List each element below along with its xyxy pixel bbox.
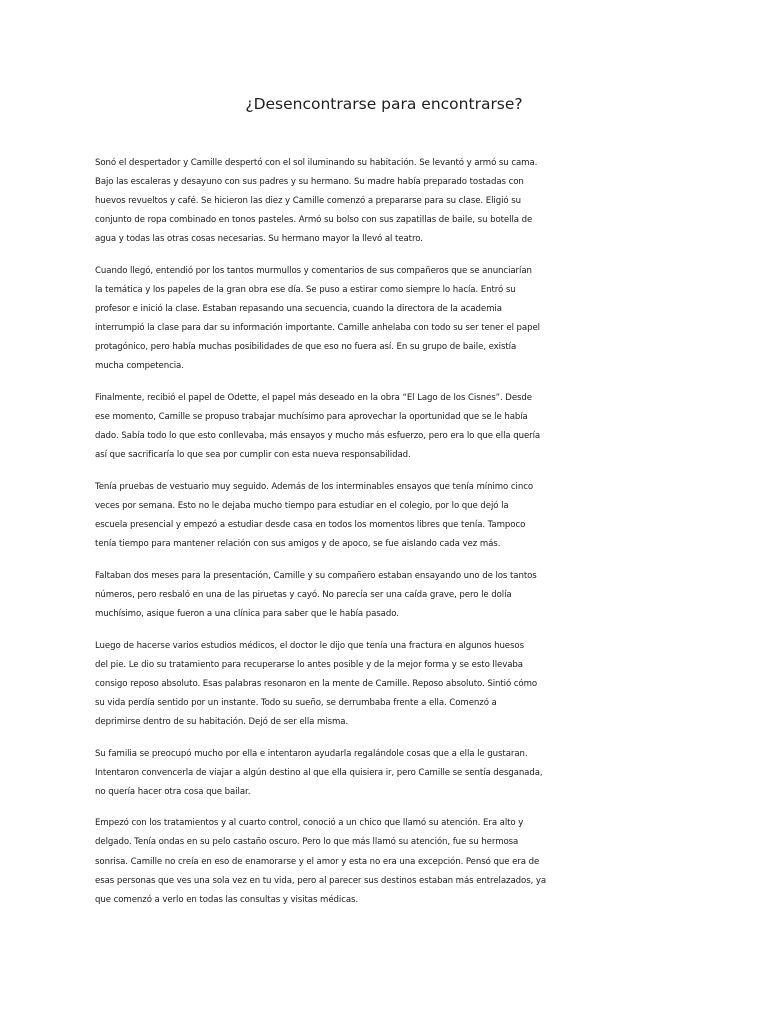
paragraph-line: números, pero resbaló en una de las piruetas y cayó. No parecía ser una caída grave, pero le dolía xyxy=(95,589,512,600)
paragraph-line: Su familia se preocupó mucho por ella e intentaron ayudarla regalándole cosas que a ella le gustaran. xyxy=(95,748,528,759)
paragraph-line: así que sacrificaría lo que sea por cumplir con esta nueva responsabilidad. xyxy=(95,450,411,461)
paragraph-line: conjunto de ropa combinado en tonos pasteles. Armó su bolso con sus zapatillas de baile, su botella de xyxy=(95,215,533,226)
paragraph-line: Empezó con los tratamientos y al cuarto control, conoció a un chico que llamó su atención. Era alto y xyxy=(95,818,524,829)
paragraph-line: Faltaban dos meses para la presentación, Camille y su compañero estaban ensayando uno de los tantos xyxy=(95,570,537,581)
paragraph-8 xyxy=(89,814,689,909)
paragraph-line: consigo reposo absoluto. Esas palabras resonaron en la mente de Camille. Reposo absoluto. Sintió cómo xyxy=(95,678,538,689)
paragraph-line: muchísimo, asique fueron a una clínica para saber que le había pasado. xyxy=(95,608,399,619)
paragraph-line: delgado. Tenía ondas en su pelo castaño oscuro. Pero lo que más llamó su atención, fue su hermosa xyxy=(95,837,519,848)
paragraph-2 xyxy=(89,262,689,377)
paragraph-line: dado. Sabía todo lo que esto conllevaba, más ensayos y mucho más esfuerzo, pero era lo que ella quería xyxy=(95,431,541,442)
paragraph-7 xyxy=(89,745,689,802)
paragraph-line: Sonó el despertador y Camille despertó con el sol iluminando su habitación. Se levantó y armó su cama. xyxy=(95,158,538,168)
paragraph-line: Luego de hacerse varios estudios médicos, el doctor le dijo que tenía una fractura en algunos huesos xyxy=(95,640,524,651)
paragraph-line: del pie. Le dio su tratamiento para recuperarse lo antes posible y de la mejor forma y se esto llevaba xyxy=(95,659,523,670)
paragraph-line: Bajo las escaleras y desayuno con sus padres y su hermano. Su madre había preparado tostadas con xyxy=(95,177,524,188)
paragraph-line: escuela presencial y empezó a estudiar desde casa en todos los momentos libres que tenía. Tampoco xyxy=(95,520,526,531)
paragraph-line: Tenía pruebas de vestuario muy seguido. Además de los interminables ensayos que tenía mínimo cinco xyxy=(95,481,534,492)
paragraph-line: la temática y los papeles de la gran obra ese día. Se puso a estirar como siempre lo hacía. Entró su xyxy=(95,285,516,296)
paragraph-line: Cuando llegó, entendió por los tantos murmullos y comentarios de sus compañeros que se anunciarían xyxy=(95,265,532,276)
paragraph-line: ese momento, Camille se propuso trabajar muchísimo para aprovechar la oportunidad que se le había xyxy=(95,412,528,423)
paragraph-line: mucha competencia. xyxy=(95,361,184,372)
document-body xyxy=(89,154,689,922)
paragraph-line: esas personas que ves una sola vez en tu vida, pero al parecer sus destinos estaban más entrelazados, ya xyxy=(95,875,547,886)
paragraph-line: protagónico, pero había muchas posibilidades de que eso no fuera así. En su grupo de baile, existía xyxy=(95,342,517,353)
paragraph-line: interrumpió la clase para dar su información importante. Camille anhelaba con todo su ser tener el papel xyxy=(95,323,540,334)
paragraph-line: su vida perdía sentido por un instante. Todo su sueño, se derrumbaba frente a ella. Comenzó a xyxy=(95,697,497,708)
paragraph-line: Intentaron convencerla de viajar a algún destino al que ella quisiera ir, pero Camille se sentía desganada, xyxy=(95,767,543,778)
paragraph-line: no quería hacer otra cosa que bailar. xyxy=(95,786,251,797)
paragraph-5 xyxy=(89,567,689,624)
document-title: ¿Desencontrarse para encontrarse? xyxy=(245,95,523,113)
paragraph-line: huevos revueltos y café. Se hicieron las diez y Camille comenzó a prepararse para su clase. Eligió su xyxy=(95,196,521,207)
paragraph-3 xyxy=(89,389,689,465)
paragraph-line: agua y todas las otras cosas necesarias. Su hermano mayor la llevó al teatro. xyxy=(95,234,423,245)
paragraph-1 xyxy=(89,154,689,249)
paragraph-line: deprimirse dentro de su habitación. Dejó de ser ella misma. xyxy=(95,716,349,727)
paragraph-4 xyxy=(89,478,689,554)
paragraph-line: sonrisa. Camille no creía en eso de enamorarse y el amor y esta no era una excepción. Pensó que era de xyxy=(95,856,540,867)
paragraph-line: veces por semana. Esto no le dejaba mucho tiempo para estudiar en el colegio, por lo que dejó la xyxy=(95,501,509,511)
paragraph-line: Finalmente, recibió el papel de Odette, el papel más deseado en la obra “El Lago de los Cisnes”. Desde xyxy=(95,393,532,404)
paragraph-6 xyxy=(89,637,689,732)
paragraph-line: profesor e inició la clase. Estaban repasando una secuencia, cuando la directora de la academia xyxy=(95,304,502,315)
paragraph-line: que comenzó a verlo en todas las consultas y visitas médicas. xyxy=(95,894,359,905)
paragraph-line: tenía tiempo para mantener relación con sus amigos y de apoco, se fue aislando cada vez más. xyxy=(95,539,501,550)
